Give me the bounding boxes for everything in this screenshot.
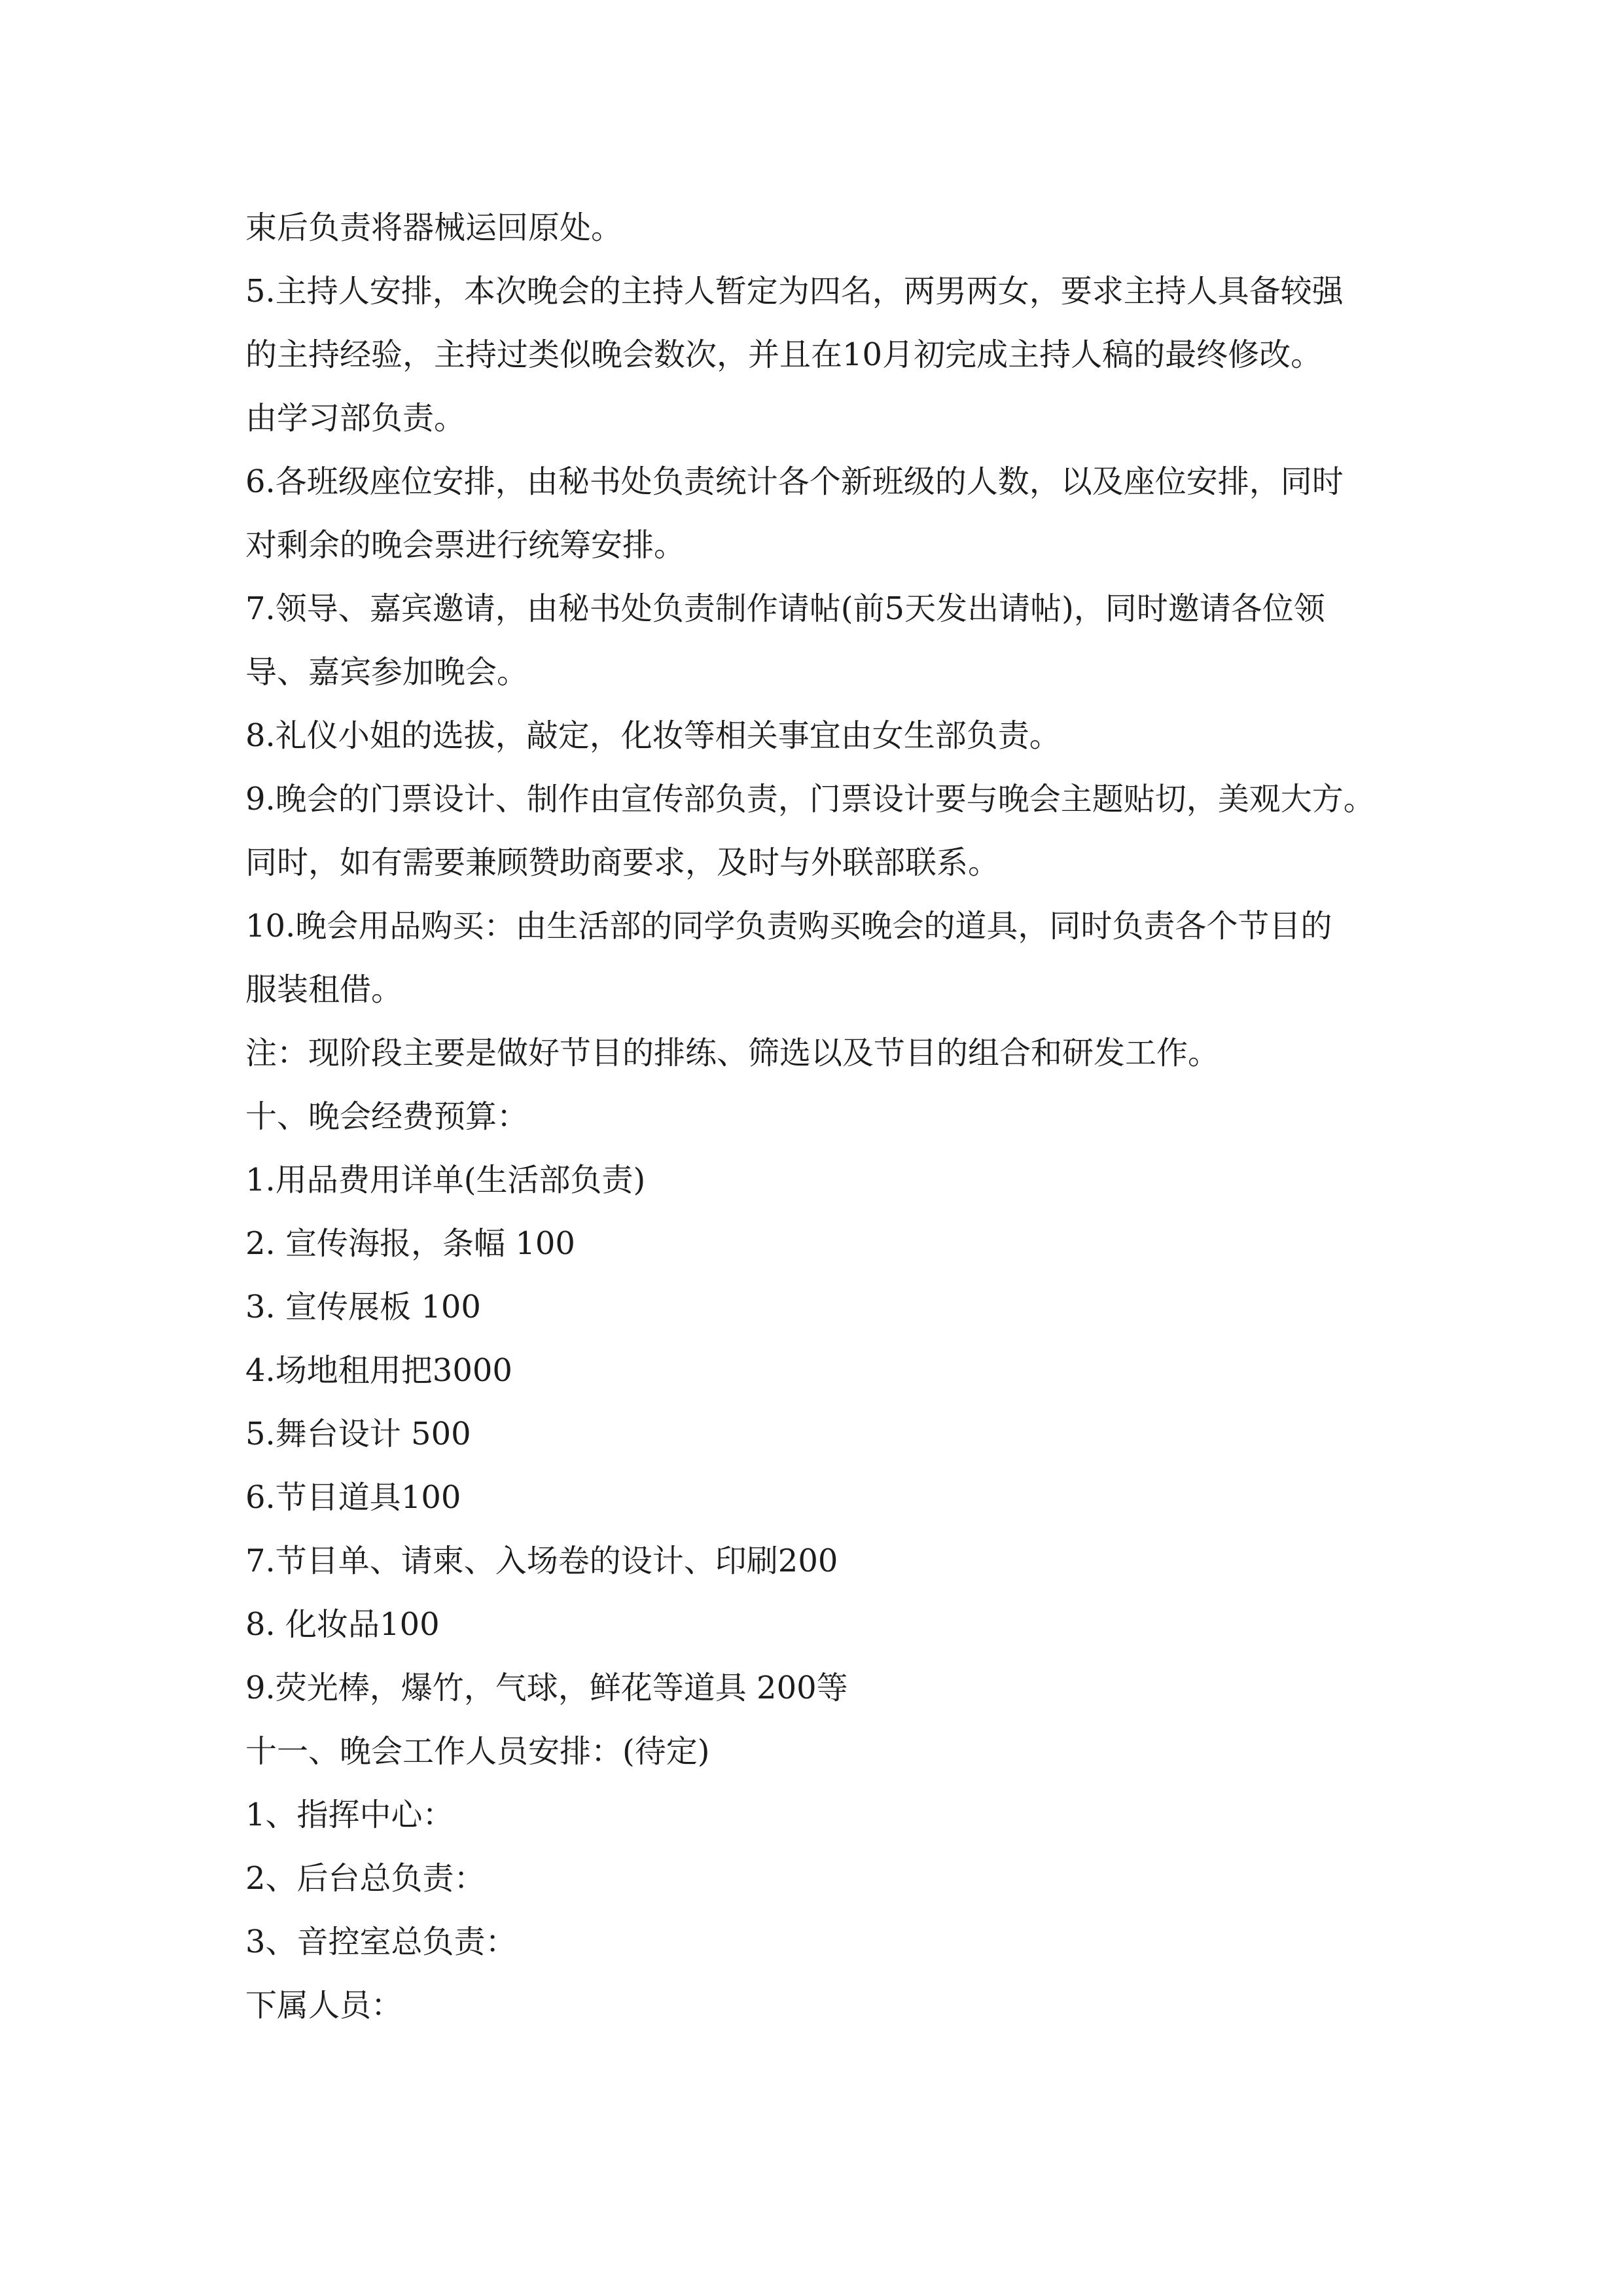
budget-item: 5.舞台设计 500 bbox=[245, 1416, 471, 1452]
text-line: 导、嘉宾参加晚会。 bbox=[245, 654, 529, 691]
section-heading-staff: 十一、晚会工作人员安排：(待定) bbox=[245, 1733, 710, 1770]
staff-item: 1、指挥中心： bbox=[245, 1797, 454, 1833]
text-line: 10.晚会用品购买：由生活部的同学负责购买晚会的道具，同时负责各个节目的 bbox=[245, 908, 1332, 944]
text-line: 同时，如有需要兼顾赞助商要求，及时与外联部联系。 bbox=[245, 844, 1000, 881]
staff-item: 下属人员： bbox=[245, 1987, 403, 2024]
text-line: 的主持经验，主持过类似晚会数次，并且在10月初完成主持人稿的最终修改。 bbox=[245, 336, 1323, 373]
budget-item: 4.场地租用把3000 bbox=[245, 1352, 512, 1389]
text-line: 对剩余的晚会票进行统筹安排。 bbox=[245, 527, 686, 564]
budget-item: 9.荧光棒，爆竹，气球，鲜花等道具 200等 bbox=[245, 1670, 848, 1706]
text-line: 由学习部负责。 bbox=[245, 400, 466, 437]
text-line: 5.主持人安排，本次晚会的主持人暂定为四名，两男两女，要求主持人具备较强 bbox=[245, 273, 1344, 310]
budget-item: 1.用品费用详单(生活部负责) bbox=[245, 1162, 646, 1198]
budget-item: 7.节目单、请柬、入场卷的设计、印刷200 bbox=[245, 1543, 838, 1579]
document-body bbox=[245, 196, 1384, 2037]
budget-item: 6.节目道具100 bbox=[245, 1479, 461, 1516]
text-line: 束后负责将器械运回原处。 bbox=[245, 209, 623, 246]
section-heading-budget: 十、晚会经费预算： bbox=[245, 1098, 529, 1135]
text-line: 8.礼仪小姐的选拔，敲定，化妆等相关事宜由女生部负责。 bbox=[245, 717, 1061, 754]
text-line: 服装租借。 bbox=[245, 971, 403, 1008]
staff-item: 2、后台总负责： bbox=[245, 1860, 486, 1897]
budget-item: 8. 化妆品100 bbox=[245, 1606, 440, 1643]
text-line: 9.晚会的门票设计、制作由宣传部负责，门票设计要与晚会主题贴切，美观大方。 bbox=[245, 781, 1375, 817]
text-line: 6.各班级座位安排，由秘书处负责统计各个新班级的人数，以及座位安排，同时 bbox=[245, 463, 1344, 500]
budget-item: 3. 宣传展板 100 bbox=[245, 1289, 481, 1325]
budget-item: 2. 宣传海报，条幅 100 bbox=[245, 1225, 575, 1262]
note-line: 注：现阶段主要是做好节目的排练、筛选以及节目的组合和研发工作。 bbox=[245, 1035, 1220, 1071]
staff-item: 3、音控室总负责： bbox=[245, 1924, 517, 1960]
text-line: 7.领导、嘉宾邀请，由秘书处负责制作请帖(前5天发出请帖)，同时邀请各位领 bbox=[245, 590, 1325, 627]
